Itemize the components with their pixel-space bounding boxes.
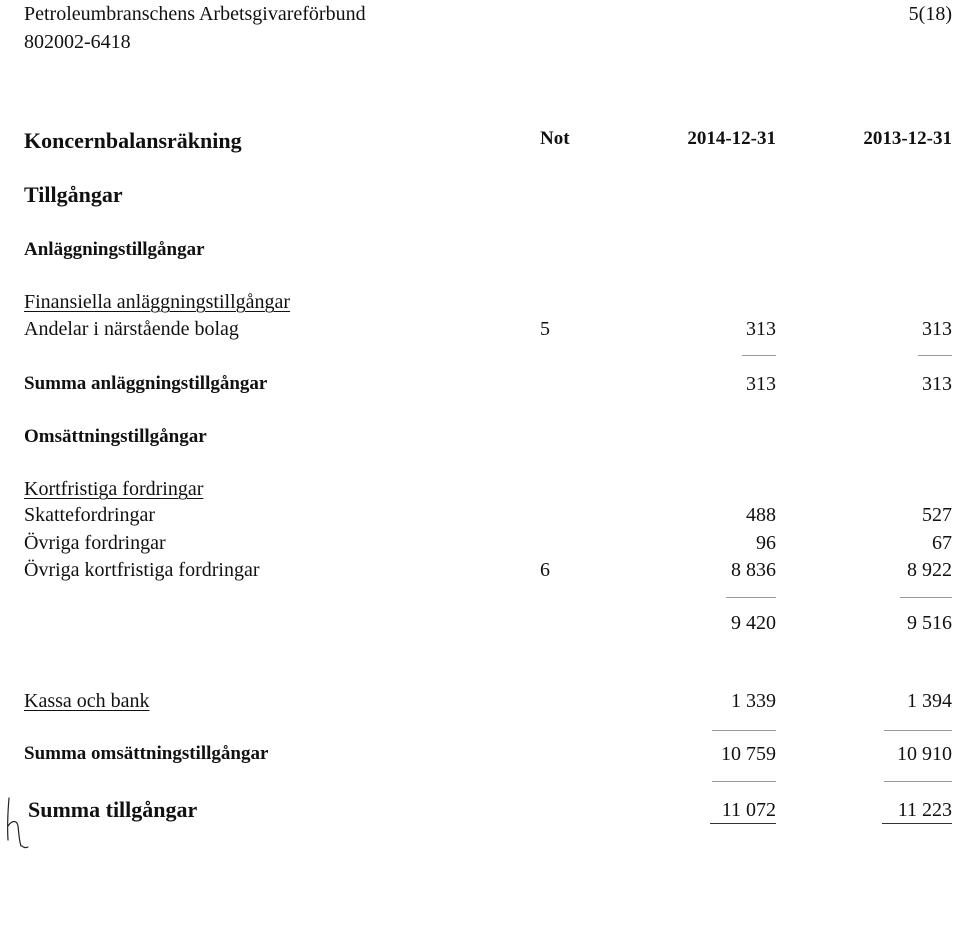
page-title: Koncernbalansräkning (24, 128, 242, 153)
subtotal-rule (712, 730, 776, 731)
year2-column-header: 2013-12-31 (863, 128, 952, 149)
subtotal-rule (884, 781, 952, 782)
subtotal-rule (900, 597, 952, 598)
receivable-value-2014: 488 (746, 504, 776, 526)
fixed-total-2014: 313 (746, 373, 776, 395)
current-assets-heading: Omsättningstillgångar (24, 426, 207, 447)
year1-column-header: 2014-12-31 (687, 128, 776, 149)
fixed-total-2013: 313 (922, 373, 952, 395)
note-column-header: Not (540, 128, 570, 149)
subtotal-rule (884, 730, 952, 731)
subtotal-rule (742, 355, 776, 356)
receivable-value-2013: 67 (932, 532, 952, 554)
subtotal-rule (712, 781, 776, 782)
financial-assets-heading: Finansiella anläggningstillgångar (24, 291, 291, 313)
receivable-label: Övriga kortfristiga fordringar (24, 559, 260, 581)
row-value-2014: 313 (746, 318, 776, 340)
receivable-note: 6 (540, 559, 550, 581)
receivable-label: Skattefordringar (24, 504, 156, 526)
row-value-2013: 313 (922, 318, 952, 340)
grand-total-label: Summa tillgångar (28, 797, 198, 822)
current-total-2013: 10 910 (897, 743, 952, 765)
receivable-value-2014: 96 (756, 532, 776, 554)
assets-heading: Tillgångar (24, 182, 123, 207)
page-number: 5(18) (908, 3, 952, 25)
fixed-assets-heading: Anläggningstillgångar (24, 239, 205, 260)
receivables-sum-2014: 9 420 (731, 612, 776, 634)
receivables-heading: Kortfristiga fordringar (24, 478, 204, 500)
current-total-label: Summa omsättningstillgångar (24, 743, 269, 764)
total-underline (882, 823, 952, 824)
cash-label: Kassa och bank (24, 690, 150, 712)
receivable-value-2013: 527 (922, 504, 952, 526)
cash-2014: 1 339 (731, 690, 776, 712)
fixed-total-label: Summa anläggningstillgångar (24, 373, 268, 394)
subtotal-rule (918, 355, 952, 356)
row-note: 5 (540, 318, 550, 340)
receivable-label: Övriga fordringar (24, 532, 166, 554)
receivables-sum-2013: 9 516 (907, 612, 952, 634)
org-number: 802002-6418 (24, 31, 131, 53)
total-underline (710, 823, 776, 824)
current-total-2014: 10 759 (721, 743, 776, 765)
row-label: Andelar i närstående bolag (24, 318, 239, 340)
receivable-value-2014: 8 836 (731, 559, 776, 581)
cash-2013: 1 394 (907, 690, 952, 712)
grand-total-2014: 11 072 (721, 799, 776, 821)
grand-total-2013: 11 223 (897, 799, 952, 821)
org-name: Petroleumbranschens Arbetsgivareförbund (24, 3, 366, 25)
handwritten-initial-mark (0, 796, 30, 852)
subtotal-rule (726, 597, 776, 598)
receivable-value-2013: 8 922 (907, 559, 952, 581)
